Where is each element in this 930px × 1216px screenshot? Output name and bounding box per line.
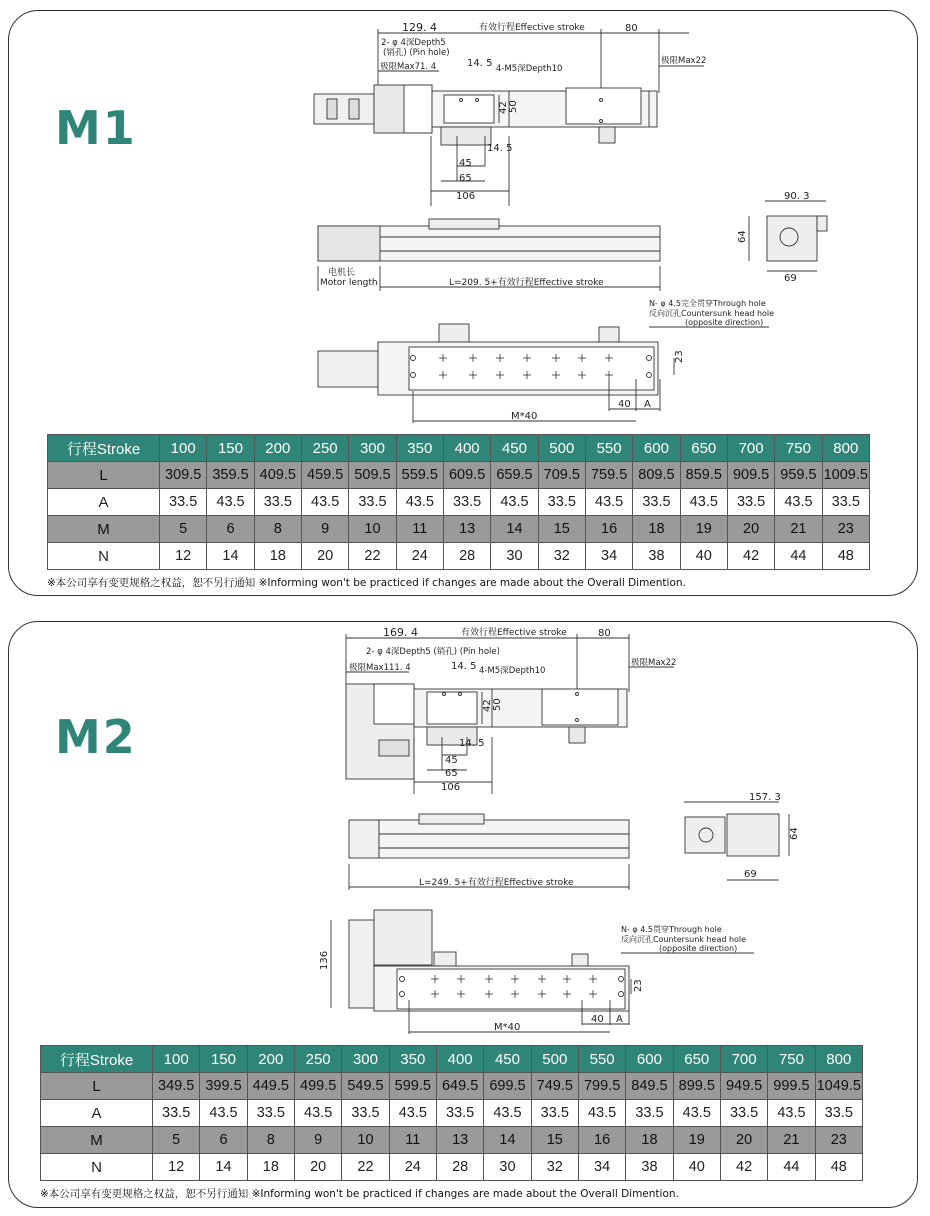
table-cell: 8 (247, 1127, 294, 1154)
bottom-dim-40: 40 (618, 399, 631, 410)
stroke-header-cell: 250 (301, 435, 348, 462)
dim-45: 45 (459, 158, 472, 169)
table-cell: 659.5 (491, 462, 538, 489)
dim-42: 42 (482, 699, 493, 712)
side-length-formula: L=209. 5+有效行程Effective stroke (449, 278, 604, 288)
table-cell: 44 (775, 543, 822, 570)
bottom-dim-23: 23 (674, 350, 685, 363)
stroke-header-cell: 500 (538, 435, 585, 462)
end-dim-width: 90. 3 (784, 191, 810, 202)
table-cell: 13 (436, 1127, 483, 1154)
table-cell: 42 (720, 1154, 767, 1181)
table-cell: 10 (349, 516, 396, 543)
end-dim-height: 64 (789, 827, 800, 840)
table-cell: 33.5 (626, 1100, 673, 1127)
table-cell: 43.5 (294, 1100, 341, 1127)
stroke-header-cell: 100 (160, 435, 207, 462)
stroke-header-cell: 600 (626, 1046, 673, 1073)
table-cell: 6 (200, 1127, 247, 1154)
stroke-header-cell: 650 (673, 1046, 720, 1073)
top-view (346, 626, 676, 794)
table-cell: 609.5 (443, 462, 490, 489)
table-cell: 309.5 (160, 462, 207, 489)
table-cell: 33.5 (349, 489, 396, 516)
dim-106: 106 (456, 191, 476, 202)
table-cell: 33.5 (531, 1100, 578, 1127)
table-cell: 32 (538, 543, 585, 570)
table-header-row (48, 435, 870, 462)
table-cell: 24 (389, 1154, 436, 1181)
table-cell: 43.5 (578, 1100, 625, 1127)
table-cell: 48 (822, 543, 869, 570)
pin-hole-label: 2- φ 4深Depth5 (销孔) (Pin hole) (366, 647, 500, 657)
dim-80: 80 (625, 23, 638, 34)
dim-14-5-top: 14. 5 (467, 58, 493, 69)
table-cell: 959.5 (775, 462, 822, 489)
spec-table (47, 434, 870, 570)
footnote: ※本公司享有变更规格之权益，恕不另行通知 ※Informing won't be practiced if changes are made about the Overall Dimention. (40, 1188, 679, 1200)
table-cell: 43.5 (389, 1100, 436, 1127)
dim-overall: 129. 4 (402, 21, 437, 34)
table-cell: 43.5 (200, 1100, 247, 1127)
side-length-formula: L=249. 5+有效行程Effective stroke (419, 878, 574, 888)
bottom-dim-m40: M*40 (494, 1022, 521, 1033)
row-label: A (41, 1100, 153, 1127)
bottom-dim-136: 136 (319, 950, 330, 970)
table-cell: 28 (436, 1154, 483, 1181)
stroke-header-cell: 350 (389, 1046, 436, 1073)
stroke-header-cell: 350 (396, 435, 443, 462)
table-cell: 549.5 (342, 1073, 389, 1100)
table-cell: 1009.5 (822, 462, 869, 489)
table-cell: 14 (207, 543, 254, 570)
table-cell: 459.5 (301, 462, 348, 489)
dim-80: 80 (598, 628, 611, 639)
table-cell: 43.5 (484, 1100, 531, 1127)
side-view (349, 814, 629, 890)
table-cell: 14 (491, 516, 538, 543)
stroke-header-cell: 600 (633, 435, 680, 462)
table-cell: 5 (160, 516, 207, 543)
table-cell: 42 (727, 543, 774, 570)
table-cell: 21 (768, 1127, 815, 1154)
stroke-header-cell: 450 (491, 435, 538, 462)
table-cell: 32 (531, 1154, 578, 1181)
stroke-header-cell: 550 (578, 1046, 625, 1073)
table-cell: 43.5 (491, 489, 538, 516)
table-cell: 15 (531, 1127, 578, 1154)
hole-label-1: N- φ 4.5贯穿Through hole (621, 925, 722, 934)
table-cell: 599.5 (389, 1073, 436, 1100)
table-cell: 899.5 (673, 1073, 720, 1100)
table-cell: 23 (822, 516, 869, 543)
max-left-label: 极限Max111. 4 (349, 663, 411, 673)
bottom-dim-m40: M*40 (511, 411, 538, 422)
hole-label-2: 反向沉孔Countersunk head hole (621, 935, 747, 944)
table-cell: 20 (301, 543, 348, 570)
table-cell: 649.5 (436, 1073, 483, 1100)
table-cell: 34 (585, 543, 632, 570)
row-label: L (48, 462, 160, 489)
stroke-header-label: 行程Stroke (41, 1046, 153, 1073)
dim-overall: 169. 4 (383, 626, 418, 639)
table-cell: 38 (626, 1154, 673, 1181)
table-cell: 449.5 (247, 1073, 294, 1100)
stroke-header-label: 行程Stroke (48, 435, 160, 462)
hole-label-2: 反向沉孔Countersunk head hole (649, 309, 775, 318)
section-m1 (8, 10, 918, 596)
table-cell: 759.5 (585, 462, 632, 489)
table-cell: 38 (633, 543, 680, 570)
section-m2 (8, 621, 918, 1208)
bottom-dim-23: 23 (633, 979, 644, 992)
stroke-header-cell: 400 (436, 1046, 483, 1073)
row-label: M (41, 1127, 153, 1154)
table-cell: 399.5 (200, 1073, 247, 1100)
stroke-header-cell: 750 (768, 1046, 815, 1073)
stroke-header-cell: 250 (294, 1046, 341, 1073)
table-cell: 9 (294, 1127, 341, 1154)
stroke-header-cell: 800 (815, 1046, 862, 1073)
table-cell: 809.5 (633, 462, 680, 489)
end-view (737, 191, 827, 284)
bottom-view (319, 910, 754, 1034)
stroke-header-cell: 800 (822, 435, 869, 462)
dim-65: 65 (459, 173, 472, 184)
table-cell: 33.5 (247, 1100, 294, 1127)
end-dim-base: 69 (744, 869, 757, 880)
table-cell: 709.5 (538, 462, 585, 489)
table-cell: 22 (349, 543, 396, 570)
table-cell: 18 (633, 516, 680, 543)
row-label: N (41, 1154, 153, 1181)
table-cell: 33.5 (633, 489, 680, 516)
table-cell: 999.5 (768, 1073, 815, 1100)
table-row (48, 489, 870, 516)
table-cell: 509.5 (349, 462, 396, 489)
table-cell: 699.5 (484, 1073, 531, 1100)
table-cell: 20 (727, 516, 774, 543)
table-cell: 43.5 (585, 489, 632, 516)
table-cell: 33.5 (443, 489, 490, 516)
max-right-label: 极限Max22 (661, 56, 707, 66)
bottom-dim-a: A (616, 1014, 623, 1025)
table-cell: 33.5 (815, 1100, 862, 1127)
end-dim-width: 157. 3 (749, 792, 781, 803)
table-cell: 33.5 (342, 1100, 389, 1127)
tap-hole-label: 4-M5深Depth10 (479, 666, 546, 676)
stroke-header-cell: 300 (349, 435, 396, 462)
dim-42: 42 (498, 101, 509, 114)
table-row (41, 1154, 863, 1181)
stroke-header-cell: 150 (207, 435, 254, 462)
stroke-header-cell: 700 (720, 1046, 767, 1073)
table-cell: 13 (443, 516, 490, 543)
stroke-header-cell: 200 (247, 1046, 294, 1073)
stroke-header-cell: 700 (727, 435, 774, 462)
spec-table (40, 1045, 863, 1181)
table-cell: 43.5 (775, 489, 822, 516)
table-row (48, 462, 870, 489)
table-cell: 6 (207, 516, 254, 543)
end-dim-base: 69 (784, 273, 797, 284)
end-view (684, 792, 800, 880)
table-row (41, 1100, 863, 1127)
table-cell: 409.5 (254, 462, 301, 489)
table-cell: 359.5 (207, 462, 254, 489)
stroke-header-cell: 650 (680, 435, 727, 462)
table-cell: 30 (484, 1154, 531, 1181)
dim-106: 106 (441, 782, 461, 793)
table-cell: 14 (200, 1154, 247, 1181)
row-label: A (48, 489, 160, 516)
table-cell: 12 (153, 1154, 200, 1181)
table-cell: 24 (396, 543, 443, 570)
motor-length-en: Motor length (320, 278, 378, 288)
stroke-header-cell: 500 (531, 1046, 578, 1073)
table-row (48, 516, 870, 543)
dim-45: 45 (445, 755, 458, 766)
stroke-header-cell: 100 (153, 1046, 200, 1073)
footnote: ※本公司享有变更规格之权益，恕不另行通知 ※Informing won't be practiced if changes are made about the Overall Dimention. (47, 577, 686, 589)
table-cell: 16 (585, 516, 632, 543)
table-cell: 18 (254, 543, 301, 570)
table-row (48, 543, 870, 570)
table-cell: 43.5 (396, 489, 443, 516)
stroke-header-cell: 400 (443, 435, 490, 462)
table-cell: 43.5 (301, 489, 348, 516)
table-cell: 11 (396, 516, 443, 543)
table-cell: 15 (538, 516, 585, 543)
table-cell: 11 (389, 1127, 436, 1154)
table-cell: 8 (254, 516, 301, 543)
table-cell: 43.5 (680, 489, 727, 516)
table-cell: 19 (680, 516, 727, 543)
table-cell: 16 (578, 1127, 625, 1154)
table-cell: 799.5 (578, 1073, 625, 1100)
dim-14-5-bottom: 14. 5 (487, 143, 513, 154)
table-cell: 20 (720, 1127, 767, 1154)
dim-14-5-top: 14. 5 (451, 661, 477, 672)
table-cell: 5 (153, 1127, 200, 1154)
table-cell: 33.5 (538, 489, 585, 516)
row-label: M (48, 516, 160, 543)
table-cell: 10 (342, 1127, 389, 1154)
table-cell: 33.5 (822, 489, 869, 516)
dim-14-5-bottom: 14. 5 (459, 738, 485, 749)
table-cell: 33.5 (727, 489, 774, 516)
end-dim-height: 64 (737, 230, 748, 243)
table-cell: 849.5 (626, 1073, 673, 1100)
table-cell: 43.5 (768, 1100, 815, 1127)
table-cell: 40 (673, 1154, 720, 1181)
table-row (41, 1073, 863, 1100)
dim-50: 50 (492, 698, 503, 711)
table-cell: 859.5 (680, 462, 727, 489)
top-view (314, 21, 706, 206)
bottom-view (318, 298, 774, 423)
pin-hole-label-2: (销孔) (Pin hole) (383, 48, 450, 58)
hole-label-1: N- φ 4.5完全贯穿Through hole (649, 299, 766, 308)
table-cell: 48 (815, 1154, 862, 1181)
table-cell: 43.5 (207, 489, 254, 516)
effective-stroke-label: 有效行程Effective stroke (461, 628, 567, 638)
table-cell: 19 (673, 1127, 720, 1154)
table-cell: 12 (160, 543, 207, 570)
dim-50: 50 (508, 100, 519, 113)
table-cell: 33.5 (153, 1100, 200, 1127)
model-title: M2 (55, 710, 137, 764)
stroke-header-cell: 300 (342, 1046, 389, 1073)
table-cell: 44 (768, 1154, 815, 1181)
model-title: M1 (55, 101, 137, 155)
pin-hole-label-1: 2- φ 4深Depth5 (381, 38, 446, 48)
table-cell: 18 (247, 1154, 294, 1181)
table-cell: 40 (680, 543, 727, 570)
stroke-header-cell: 200 (254, 435, 301, 462)
table-cell: 349.5 (153, 1073, 200, 1100)
table-cell: 43.5 (673, 1100, 720, 1127)
table-cell: 949.5 (720, 1073, 767, 1100)
table-cell: 21 (775, 516, 822, 543)
table-cell: 22 (342, 1154, 389, 1181)
table-cell: 9 (301, 516, 348, 543)
max-right-label: 极限Max22 (631, 658, 677, 668)
table-cell: 33.5 (160, 489, 207, 516)
table-cell: 30 (491, 543, 538, 570)
motor-length-cn: 电机长 (328, 268, 356, 278)
dim-65: 65 (445, 768, 458, 779)
table-cell: 749.5 (531, 1073, 578, 1100)
stroke-header-cell: 450 (484, 1046, 531, 1073)
table-cell: 34 (578, 1154, 625, 1181)
table-cell: 33.5 (720, 1100, 767, 1127)
stroke-header-cell: 750 (775, 435, 822, 462)
table-cell: 28 (443, 543, 490, 570)
table-cell: 559.5 (396, 462, 443, 489)
table-cell: 1049.5 (815, 1073, 862, 1100)
bottom-dim-40: 40 (591, 1014, 604, 1025)
tap-hole-label: 4-M5深Depth10 (496, 64, 563, 74)
table-cell: 18 (626, 1127, 673, 1154)
stroke-header-cell: 550 (585, 435, 632, 462)
effective-stroke-label: 有效行程Effective stroke (479, 23, 585, 33)
table-cell: 33.5 (436, 1100, 483, 1127)
table-cell: 499.5 (294, 1073, 341, 1100)
hole-label-3: (opposite direction) (685, 318, 764, 327)
table-cell: 20 (294, 1154, 341, 1181)
table-row (41, 1127, 863, 1154)
table-cell: 23 (815, 1127, 862, 1154)
max-left-label: 极限Max71. 4 (380, 62, 437, 72)
table-header-row (41, 1046, 863, 1073)
bottom-dim-a: A (644, 399, 651, 410)
side-view (318, 219, 660, 291)
table-cell: 14 (484, 1127, 531, 1154)
row-label: N (48, 543, 160, 570)
stroke-header-cell: 150 (200, 1046, 247, 1073)
hole-label-3: (opposite direction) (659, 944, 738, 953)
table-cell: 909.5 (727, 462, 774, 489)
table-cell: 33.5 (254, 489, 301, 516)
row-label: L (41, 1073, 153, 1100)
